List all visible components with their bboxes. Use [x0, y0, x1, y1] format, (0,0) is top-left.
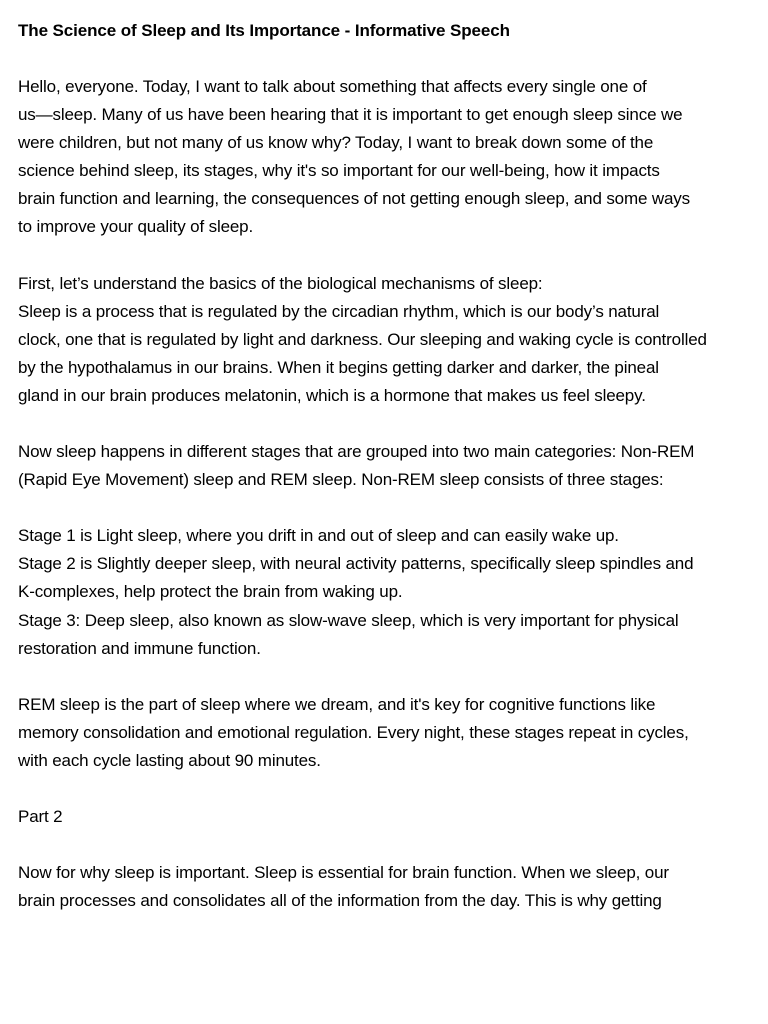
text-line: were children, but not many of us know why? Today, I want to break down some of the	[18, 133, 654, 153]
paragraph-biological-mechanisms	[18, 270, 750, 410]
text-line: Stage 3: Deep sleep, also known as slow-wave sleep, which is very important for physical	[18, 610, 679, 630]
text-line: gland in our brain produces melatonin, which is a hormone that makes us feel sleepy.	[18, 385, 646, 405]
text-line: memory consolidation and emotional regulation. Every night, these stages repeat in cycles,	[18, 722, 689, 742]
paragraph-intro	[18, 73, 750, 242]
text-line: REM sleep is the part of sleep where we dream, and it's key for cognitive functions like	[18, 694, 656, 714]
text-line: K-complexes, help protect the brain from waking up.	[18, 582, 403, 602]
text-line: by the hypothalamus in our brains. When it begins getting darker and darker, the pineal	[18, 357, 659, 377]
text-line: us—sleep. Many of us have been hearing that it is important to get enough sleep since we	[18, 105, 683, 125]
text-line: to improve your quality of sleep.	[18, 217, 254, 237]
text-line: Sleep is a process that is regulated by the circadian rhythm, which is our body’s natural	[18, 301, 660, 321]
text-line: science behind sleep, its stages, why it's so important for our well-being, how it impacts	[18, 161, 660, 181]
text-line: brain function and learning, the consequences of not getting enough sleep, and some ways	[18, 189, 690, 209]
section-heading-part-2	[18, 803, 750, 831]
paragraph-rem-sleep	[18, 691, 750, 775]
text-line: with each cycle lasting about 90 minutes.	[18, 750, 321, 770]
document-body	[18, 73, 750, 915]
text-line: Now sleep happens in different stages that are grouped into two main categories: Non-REM	[18, 442, 695, 462]
text-line: First, let’s understand the basics of the biological mechanisms of sleep:	[18, 273, 543, 293]
paragraph-why-sleep-important	[18, 859, 750, 915]
text-line: brain processes and consolidates all of the information from the day. This is why getting	[18, 891, 662, 911]
text-line: Now for why sleep is important. Sleep is essential for brain function. When we sleep, our	[18, 863, 669, 883]
document-title: The Science of Sleep and Its Importance - Informative Speech	[18, 21, 510, 40]
text-line: clock, one that is regulated by light and darkness. Our sleeping and waking cycle is controlled	[18, 329, 707, 349]
text-line: (Rapid Eye Movement) sleep and REM sleep. Non-REM sleep consists of three stages:	[18, 470, 664, 490]
text-line: Stage 2 is Slightly deeper sleep, with neural activity patterns, specifically sleep spindles and	[18, 554, 694, 574]
paragraph-sleep-categories	[18, 438, 750, 494]
text-line: Stage 1 is Light sleep, where you drift in and out of sleep and can easily wake up.	[18, 526, 619, 546]
paragraph-sleep-stages	[18, 522, 750, 662]
text-line: Hello, everyone. Today, I want to talk about something that affects every single one of	[18, 77, 647, 96]
text-line: Part 2	[18, 806, 63, 826]
text-line: restoration and immune function.	[18, 638, 261, 658]
